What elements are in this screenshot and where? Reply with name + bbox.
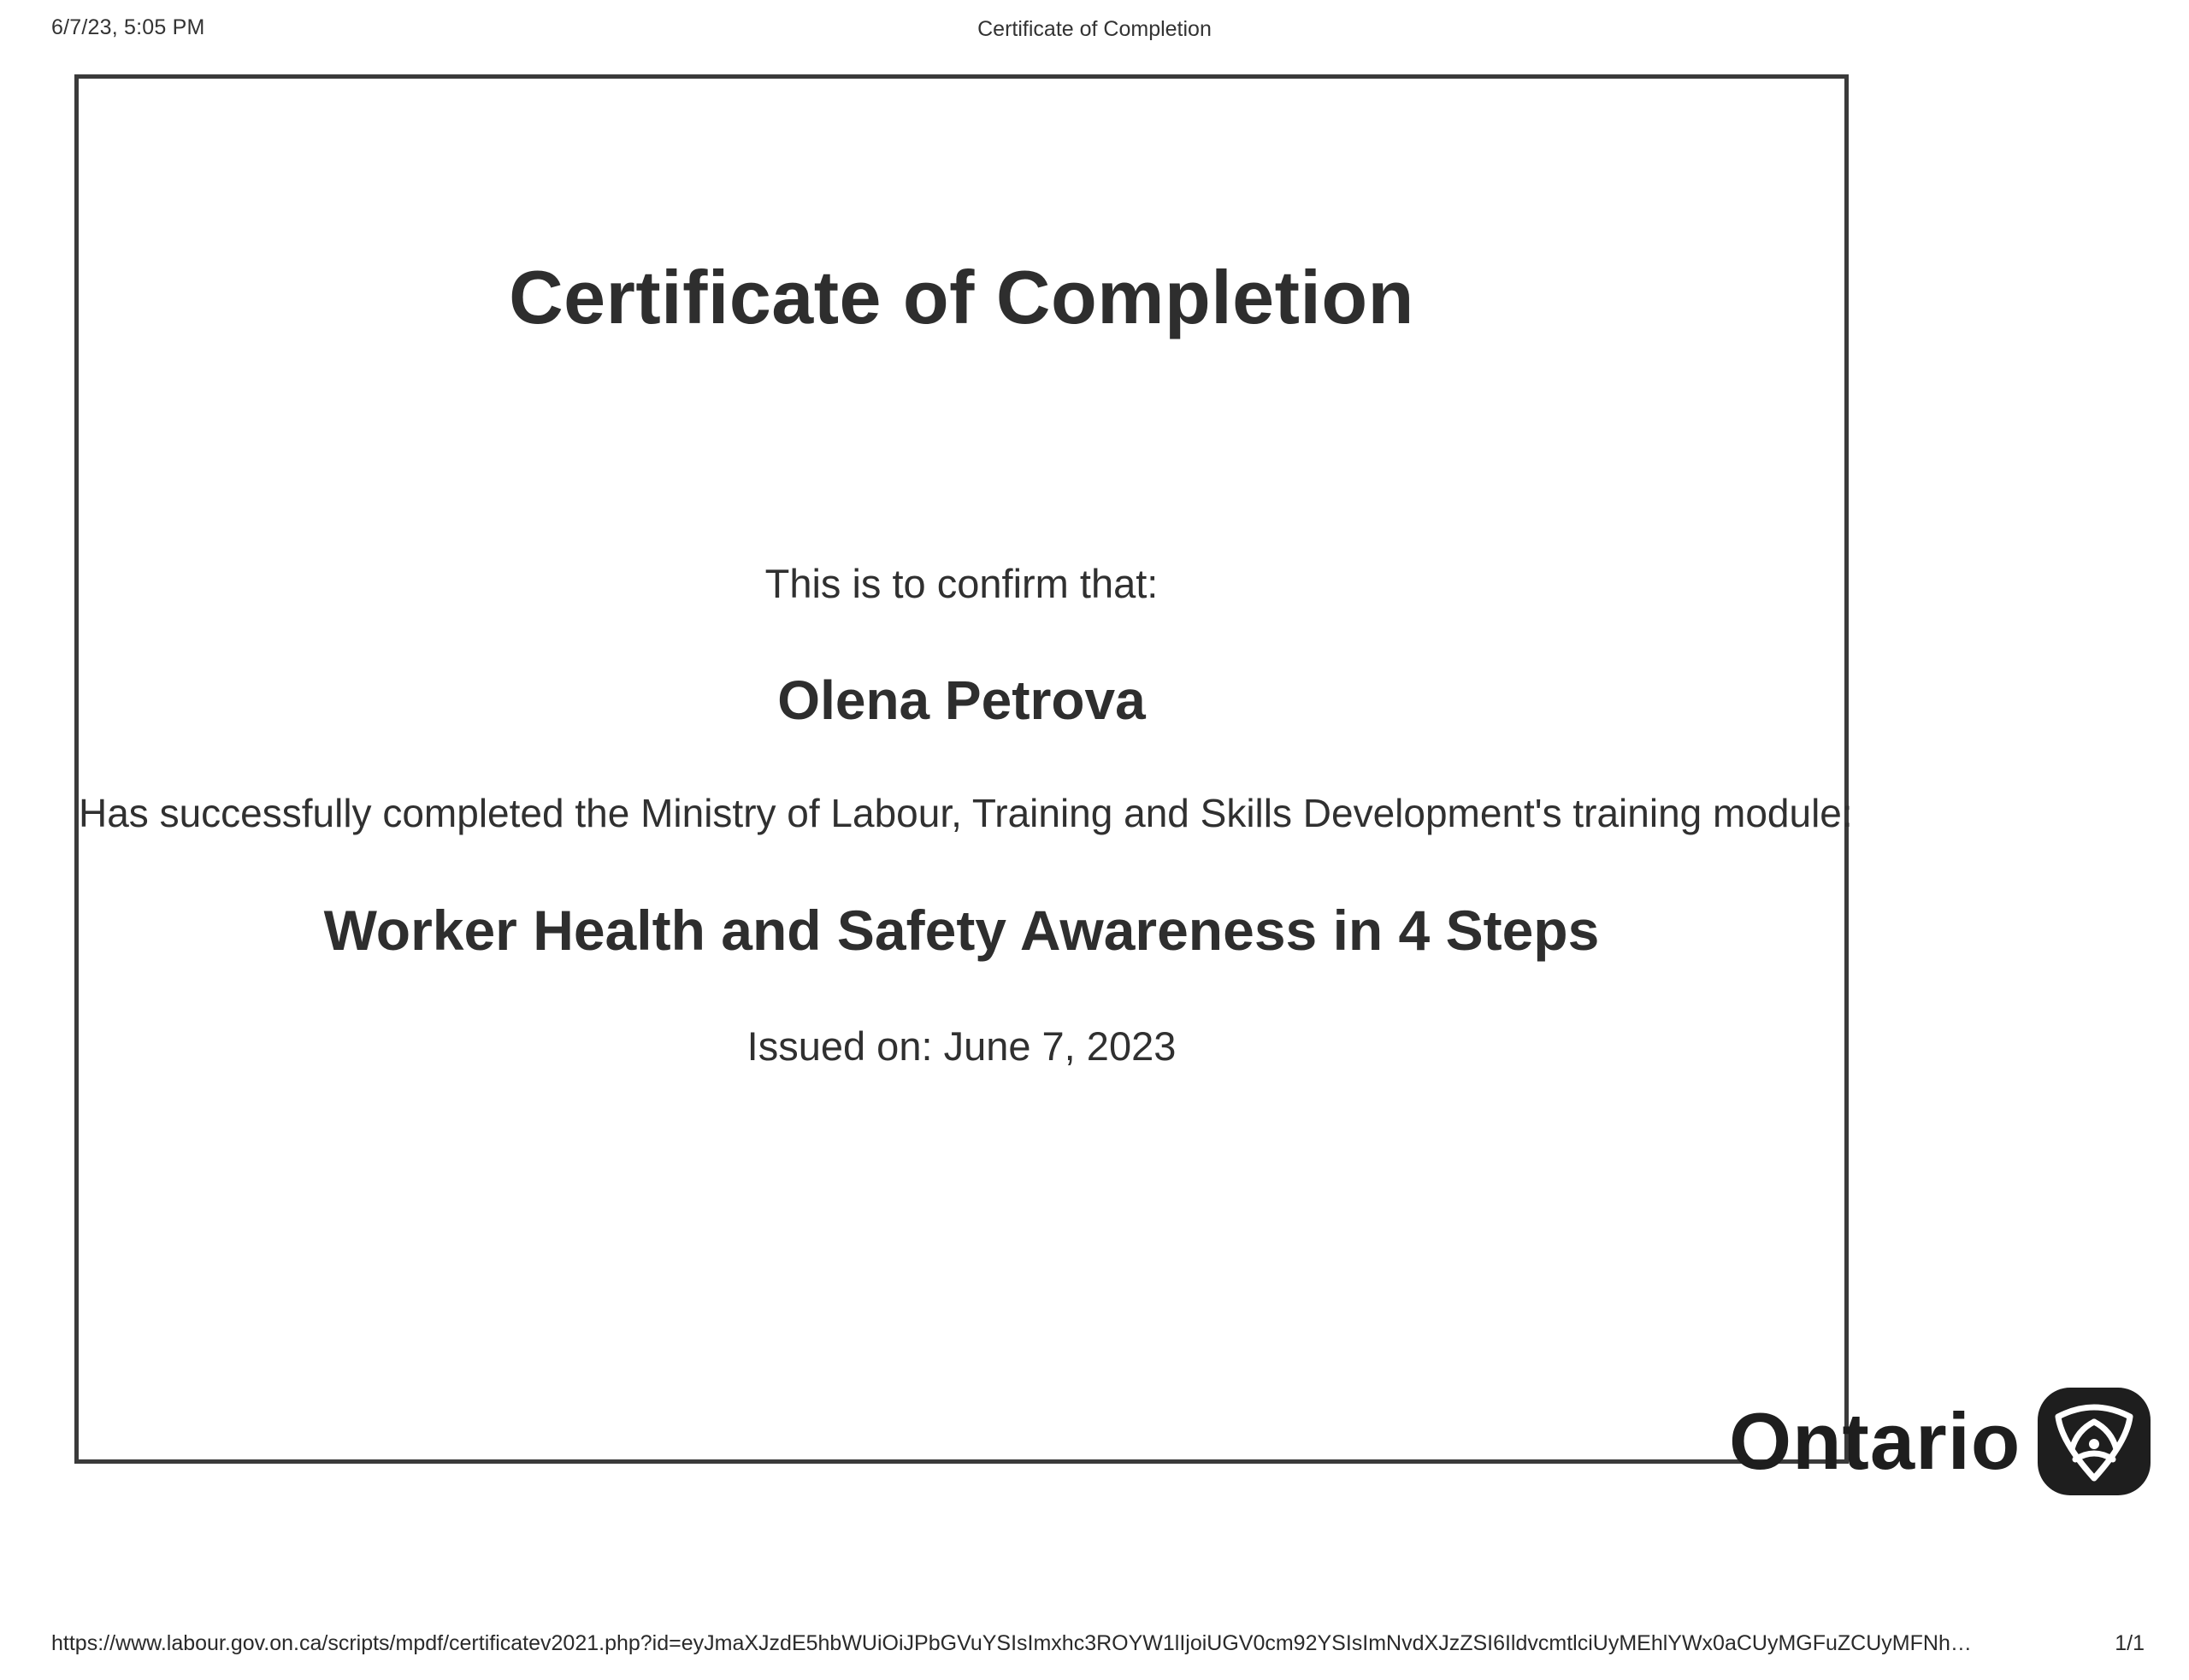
recipient-name: Olena Petrova — [777, 669, 1146, 731]
issued-date: Issued on: June 7, 2023 — [746, 1023, 1177, 1069]
certificate-title: Certificate of Completion — [509, 255, 1414, 339]
print-datetime: 6/7/23, 5:05 PM — [51, 15, 205, 39]
confirm-text: This is to confirm that: — [764, 561, 1159, 606]
print-page-number: 1/1 — [2115, 1631, 2145, 1655]
ontario-logo — [1729, 1385, 2151, 1498]
print-footer-url: https://www.labour.gov.on.ca/scripts/mpdf/certificatev2021.php?id=eyJmaXJzdE5hbWUiOiJPbGVuYSIsImxhc3ROYW1lIjoiUGV0cm92YSIsImNvdXJzZSI6IldvcmtlciUyMEhlYWx0aCUyMGFuZCUyMFNh… — [51, 1631, 1972, 1655]
module-name: Worker Health and Safety Awareness in 4 Steps — [323, 899, 1600, 962]
ontario-wordmark: Ontario — [1729, 1396, 2021, 1486]
certificate-frame — [74, 74, 2021, 1486]
print-page-title: Certificate of Completion — [977, 17, 1212, 41]
trillium-icon — [2038, 1388, 2151, 1495]
completion-statement: Has successfully completed the Ministry of Labour, Training and Skills Development's training module: — [79, 791, 1853, 835]
